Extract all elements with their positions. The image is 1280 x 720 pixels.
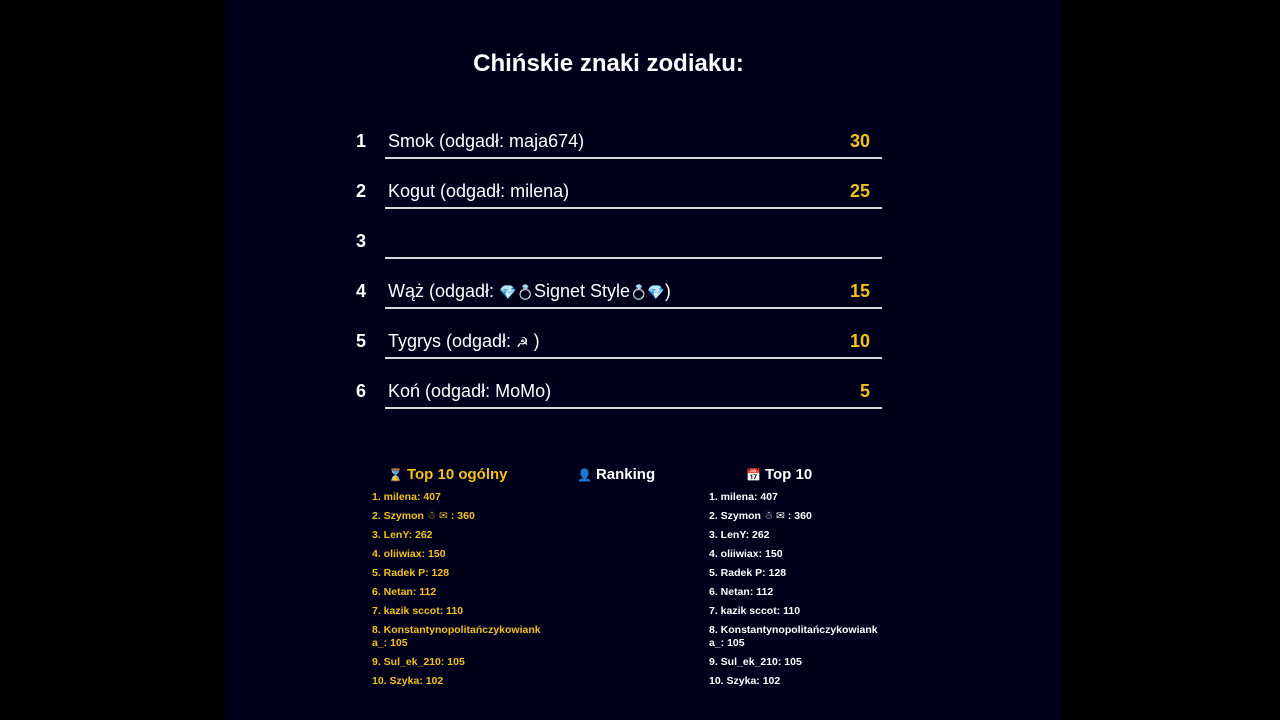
- answer-number: 6: [355, 381, 366, 401]
- list-item: 7. kazik sccot: 110: [372, 605, 464, 617]
- answer-row: [350, 322, 882, 372]
- list-item: 2. Szymon ☃ ✉ : 360: [709, 510, 812, 522]
- list-item: 7. kazik sccot: 110: [709, 605, 801, 617]
- answer-number: 3: [355, 231, 366, 251]
- answer-points: 15: [849, 281, 870, 301]
- list-item: 1. milena: 407: [372, 491, 441, 503]
- list-item: 1. milena: 407: [709, 491, 778, 503]
- answer-row-hidden: [350, 222, 882, 272]
- answer-bar: [385, 222, 882, 259]
- list-item: 5. Radek P: 128: [372, 567, 450, 579]
- answer-row: [350, 272, 882, 322]
- list-item: 10. Szyka: 102: [372, 675, 444, 687]
- answer-number: 2: [355, 181, 366, 201]
- answer-number: 5: [355, 331, 366, 351]
- answer-text: Tygrys (odgadł: ☭ ): [388, 331, 540, 351]
- hourglass-icon: ⌛: [388, 468, 403, 482]
- list-item: 9. Sul_ek_210: 105: [372, 656, 465, 668]
- calendar-icon: 📅: [746, 468, 761, 482]
- answer-row: [350, 172, 882, 222]
- list-item: 6. Netan: 112: [372, 586, 437, 598]
- overall-leaderboard-title[interactable]: ⌛ Top 10 ogólny: [388, 466, 508, 483]
- user-icon: 👤: [577, 468, 592, 482]
- top10-list: [709, 491, 879, 688]
- answer-points: 25: [849, 181, 870, 201]
- diamond-icon: 💎💍: [499, 285, 534, 301]
- answer-number: 4: [355, 281, 366, 301]
- list-item: 4. oliiwiax: 150: [709, 548, 783, 560]
- overall-leaderboard: [372, 466, 542, 694]
- list-item: 10. Szyka: 102: [709, 675, 781, 687]
- ranking-title[interactable]: 👤 Ranking: [577, 466, 656, 483]
- answer-row: [350, 122, 882, 172]
- answer-number: 1: [355, 131, 366, 151]
- answer-board: [350, 122, 882, 422]
- hammer-sickle-icon: ☭: [516, 335, 529, 351]
- answer-row: [350, 372, 882, 422]
- list-item: 2. Szymon ☃ ✉ : 360: [372, 510, 475, 522]
- answer-text: Wąż (odgadł: 💎💍Signet Style💍💎): [388, 281, 671, 301]
- list-item: 6. Netan: 112: [709, 586, 774, 598]
- answer-points: 10: [849, 331, 870, 351]
- list-item: 3. LenY: 262: [372, 529, 433, 541]
- answer-points: 5: [859, 381, 870, 401]
- answer-text: Kogut (odgadł: milena): [388, 181, 570, 201]
- answer-points: 30: [849, 131, 870, 151]
- question-title: Chińskie znaki zodiaku:: [473, 50, 744, 77]
- top10-leaderboard: [709, 466, 879, 694]
- list-item: 8. Konstantynopolitańczykowianka_: 105: [709, 624, 878, 649]
- top10-title[interactable]: 📅 Top 10: [746, 466, 813, 483]
- ring-icon: 💍💎: [630, 285, 665, 301]
- answer-text: Smok (odgadł: maja674): [388, 131, 585, 151]
- list-item: 9. Sul_ek_210: 105: [709, 656, 802, 668]
- list-item: 5. Radek P: 128: [709, 567, 787, 579]
- guesser-name: Signet Style: [533, 281, 630, 301]
- overall-list: [372, 491, 542, 688]
- list-item: 8. Konstantynopolitańczykowianka_: 105: [372, 624, 541, 649]
- answer-text: Koń (odgadł: MoMo): [388, 381, 552, 401]
- list-item: 4. oliiwiax: 150: [372, 548, 446, 560]
- list-item: 3. LenY: 262: [709, 529, 770, 541]
